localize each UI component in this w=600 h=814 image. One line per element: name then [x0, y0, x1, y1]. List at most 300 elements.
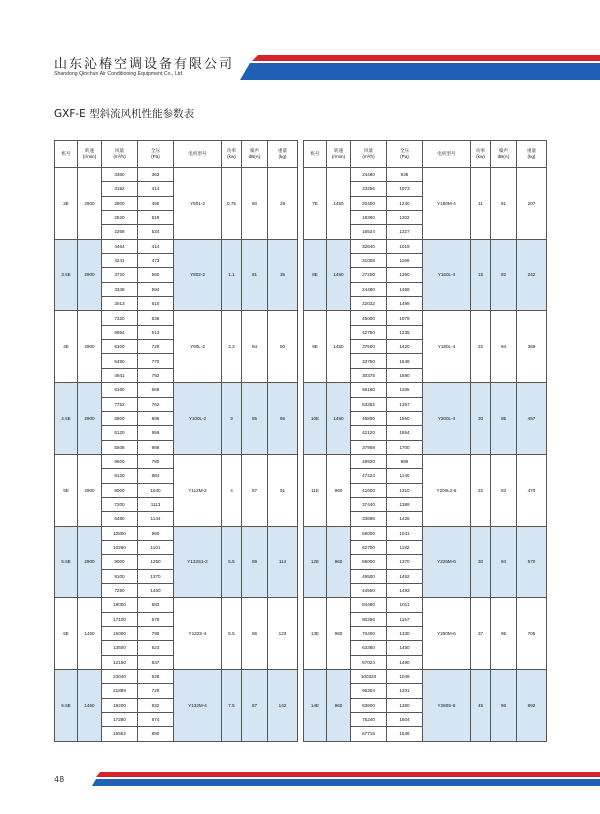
model-number-cell: 14E — [304, 670, 327, 742]
noise-cell: 87 — [242, 670, 268, 742]
motor-model-cell: Y801-2 — [174, 168, 222, 240]
air-volume-cell: 67716 — [351, 727, 387, 741]
total-pressure-cell: 1144 — [138, 512, 174, 526]
table-row — [304, 383, 547, 397]
total-pressure-cell: 363 — [138, 168, 174, 182]
air-volume-cell: 23256 — [351, 182, 387, 196]
total-pressure-cell: 679 — [138, 612, 174, 626]
model-number-cell: 7E — [304, 168, 327, 240]
model-number-cell: 4E — [55, 311, 78, 383]
total-pressure-cell: 770 — [138, 354, 174, 368]
speed-cell: 2900 — [78, 311, 102, 383]
total-pressure-cell: 519 — [138, 211, 174, 225]
total-pressure-cell: 473 — [138, 254, 174, 268]
motor-model-cell: Y280S-6 — [423, 670, 471, 742]
weight-cell: 369 — [517, 311, 547, 383]
total-pressure-cell: 628 — [138, 670, 174, 684]
motor-model-cell: Y225M-6 — [423, 526, 471, 598]
motor-model-cell: Y802-2 — [174, 239, 222, 311]
footer-red-stripe — [96, 772, 600, 777]
weight-cell: 892 — [517, 670, 547, 742]
total-pressure-cell: 1040 — [138, 483, 174, 497]
column-header-label: 全压 — [150, 148, 161, 154]
air-volume-cell: 8100 — [102, 569, 138, 583]
air-volume-cell: 5490 — [102, 354, 138, 368]
total-pressure-cell: 1370 — [387, 555, 423, 569]
total-pressure-cell: 414 — [138, 239, 174, 253]
air-volume-cell: 18360 — [351, 211, 387, 225]
air-volume-cell: 80256 — [351, 612, 387, 626]
power-cell: 22 — [471, 454, 491, 526]
table-row — [55, 168, 298, 182]
air-volume-cell: 32640 — [351, 239, 387, 253]
motor-model-cell: Y112M-2 — [174, 454, 222, 526]
air-volume-cell: 8000 — [102, 483, 138, 497]
air-volume-cell: 100320 — [351, 670, 387, 684]
weight-cell: 114 — [268, 526, 298, 598]
total-pressure-cell: 1389 — [387, 497, 423, 511]
power-cell: 45 — [471, 670, 491, 742]
weight-cell: 570 — [517, 526, 547, 598]
air-volume-cell: 9120 — [102, 469, 138, 483]
table-row — [304, 168, 547, 182]
total-pressure-cell: 1452 — [387, 569, 423, 583]
noise-cell: 96 — [491, 670, 517, 742]
air-volume-cell: 62700 — [351, 540, 387, 554]
air-volume-cell: 4464 — [102, 239, 138, 253]
air-volume-cell: 3348 — [102, 282, 138, 296]
total-pressure-cell: 960 — [138, 526, 174, 540]
noise-cell: 89 — [242, 526, 268, 598]
total-pressure-cell: 1450 — [387, 641, 423, 655]
total-pressure-cell: 1250 — [138, 555, 174, 569]
total-pressure-cell: 1380 — [387, 698, 423, 712]
total-pressure-cell: 959 — [138, 426, 174, 440]
total-pressure-cell: 1201 — [387, 684, 423, 698]
column-header-label: 噪声 — [498, 148, 509, 154]
speed-cell: 2900 — [78, 168, 102, 240]
air-volume-cell: 5508 — [102, 440, 138, 454]
air-volume-cell: 44550 — [351, 583, 387, 597]
speed-cell: 960 — [327, 526, 351, 598]
power-cell: 5.5 — [222, 598, 242, 670]
air-volume-cell: 3720 — [102, 268, 138, 282]
speed-cell: 960 — [327, 454, 351, 526]
air-volume-cell: 70400 — [351, 627, 387, 641]
air-volume-cell: 3192 — [102, 182, 138, 196]
model-number-cell: 3.5E — [55, 239, 78, 311]
air-volume-cell: 7290 — [102, 583, 138, 597]
column-header — [138, 141, 174, 168]
company-name-en: Shandong Qinchun Air Conditioning Equipment Co., Ltd — [54, 71, 183, 77]
air-volume-cell: 22032 — [351, 297, 387, 311]
air-volume-cell: 4241 — [102, 254, 138, 268]
total-pressure-cell: 1357 — [387, 397, 423, 411]
total-pressure-cell: 1327 — [387, 225, 423, 239]
column-header-unit: (m³/h) — [362, 154, 375, 159]
header-red-stripe — [252, 55, 600, 61]
noise-cell: 81 — [242, 239, 268, 311]
air-volume-cell: 6954 — [102, 325, 138, 339]
header-blue-stripe — [240, 63, 600, 80]
air-volume-cell: 42120 — [351, 426, 387, 440]
speed-cell: 960 — [327, 670, 351, 742]
air-volume-cell: 12150 — [102, 655, 138, 669]
column-header — [268, 141, 298, 168]
total-pressure-cell: 414 — [138, 182, 174, 196]
total-pressure-cell: 1493 — [387, 583, 423, 597]
total-pressure-cell: 1140 — [387, 469, 423, 483]
power-cell: 15 — [471, 239, 491, 311]
table-row — [55, 670, 298, 684]
air-volume-cell: 10260 — [102, 540, 138, 554]
air-volume-cell: 37908 — [351, 440, 387, 454]
noise-cell: 80 — [242, 168, 268, 240]
table-row — [55, 526, 298, 540]
total-pressure-cell: 1499 — [387, 297, 423, 311]
table-row — [304, 311, 547, 325]
speed-cell: 2900 — [78, 526, 102, 598]
power-cell: 30 — [471, 526, 491, 598]
air-volume-cell: 15000 — [102, 627, 138, 641]
column-header-unit: (Pa) — [400, 154, 409, 159]
table-row — [55, 598, 298, 612]
table-row — [304, 598, 547, 612]
weight-cell: 91 — [268, 454, 298, 526]
air-volume-cell: 13500 — [102, 641, 138, 655]
column-header — [471, 141, 491, 168]
total-pressure-cell: 610 — [138, 297, 174, 311]
air-volume-cell: 6800 — [102, 411, 138, 425]
total-pressure-cell: 594 — [138, 282, 174, 296]
total-pressure-cell: 560 — [138, 268, 174, 282]
column-header-label: 功率 — [475, 148, 486, 154]
power-cell: 22 — [471, 311, 491, 383]
total-pressure-cell: 1011 — [387, 598, 423, 612]
column-header — [174, 141, 222, 168]
air-volume-cell: 17100 — [102, 612, 138, 626]
total-pressure-cell: 1079 — [387, 311, 423, 325]
motor-model-cell: Y132M-4 — [174, 670, 222, 742]
column-header-label: 噪声 — [249, 148, 260, 154]
column-header-label: 电机型号 — [188, 151, 207, 157]
speed-cell: 1450 — [327, 311, 351, 383]
total-pressure-cell: 790 — [138, 627, 174, 641]
model-number-cell: 11E — [304, 454, 327, 526]
air-volume-cell: 53352 — [351, 397, 387, 411]
column-header-unit: (Pa) — [151, 154, 160, 159]
air-volume-cell: 10800 — [102, 526, 138, 540]
total-pressure-cell: 1428 — [387, 512, 423, 526]
air-volume-cell: 3013 — [102, 297, 138, 311]
total-pressure-cell: 720 — [138, 340, 174, 354]
air-volume-cell: 27200 — [351, 268, 387, 282]
speed-cell: 1450 — [78, 598, 102, 670]
power-cell: 0.75 — [222, 168, 242, 240]
total-pressure-cell: 837 — [138, 655, 174, 669]
noise-cell: 92 — [491, 239, 517, 311]
air-volume-cell: 37500 — [351, 340, 387, 354]
air-volume-cell: 8160 — [102, 383, 138, 397]
motor-model-cell: Y100L-2 — [174, 383, 222, 455]
air-volume-cell: 3360 — [102, 168, 138, 182]
weight-cell: 705 — [517, 598, 547, 670]
total-pressure-cell: 1310 — [387, 483, 423, 497]
air-volume-cell: 57024 — [351, 655, 387, 669]
air-volume-cell: 24480 — [351, 282, 387, 296]
column-header — [102, 141, 138, 168]
air-volume-cell: 30375 — [351, 368, 387, 382]
power-cell: 37 — [471, 598, 491, 670]
noise-cell: 86 — [242, 598, 268, 670]
column-header-unit: (r/min) — [331, 154, 346, 159]
air-volume-cell: 84480 — [351, 598, 387, 612]
air-volume-cell: 6100 — [102, 340, 138, 354]
power-cell: 30 — [471, 383, 491, 455]
power-cell: 5.5 — [222, 526, 242, 598]
speed-cell: 2900 — [78, 239, 102, 311]
total-pressure-cell: 1654 — [387, 426, 423, 440]
noise-cell: 91 — [491, 168, 517, 240]
column-header — [327, 141, 351, 168]
total-pressure-cell: 762 — [138, 397, 174, 411]
column-header-label: 机号 — [61, 151, 71, 157]
weight-cell: 457 — [517, 383, 547, 455]
air-volume-cell: 7752 — [102, 397, 138, 411]
motor-model-cell: Y132S1-2 — [174, 526, 222, 598]
column-header — [55, 141, 78, 168]
column-header-unit: (kg) — [527, 154, 536, 159]
total-pressure-cell: 1302 — [387, 211, 423, 225]
total-pressure-cell: 1157 — [387, 612, 423, 626]
total-pressure-cell: 1101 — [138, 540, 174, 554]
total-pressure-cell: 1560 — [387, 411, 423, 425]
power-cell: 11 — [471, 168, 491, 240]
air-volume-cell: 2268 — [102, 225, 138, 239]
air-volume-cell: 55000 — [351, 555, 387, 569]
air-volume-cell: 37440 — [351, 497, 387, 511]
column-header-unit: (r/min) — [82, 154, 97, 159]
total-pressure-cell: 1458 — [387, 282, 423, 296]
power-cell: 3 — [222, 383, 242, 455]
column-header-unit: (kw) — [476, 154, 485, 159]
model-number-cell: 5E — [55, 454, 78, 526]
noise-cell: 85 — [242, 383, 268, 455]
model-number-cell: 13E — [304, 598, 327, 670]
total-pressure-cell: 668 — [138, 383, 174, 397]
model-number-cell: 10E — [304, 383, 327, 455]
total-pressure-cell: 583 — [138, 598, 174, 612]
air-volume-cell: 2520 — [102, 211, 138, 225]
motor-model-cell: Y200L2-6 — [423, 454, 471, 526]
speed-cell: 1450 — [327, 383, 351, 455]
air-volume-cell: 41600 — [351, 483, 387, 497]
air-volume-cell: 6480 — [102, 512, 138, 526]
table-row — [55, 454, 298, 468]
air-volume-cell: 20400 — [351, 196, 387, 210]
air-volume-cell: 9000 — [102, 555, 138, 569]
table-header-row — [304, 141, 547, 168]
power-cell: 2.2 — [222, 311, 242, 383]
speed-cell: 2900 — [78, 454, 102, 526]
total-pressure-cell: 792 — [138, 368, 174, 382]
column-header — [423, 141, 471, 168]
table-row — [304, 670, 547, 684]
air-volume-cell: 49500 — [351, 569, 387, 583]
column-header-label: 转速 — [84, 148, 95, 154]
total-pressure-cell: 1548 — [387, 354, 423, 368]
total-pressure-cell: 780 — [138, 454, 174, 468]
air-volume-cell: 24480 — [351, 168, 387, 182]
air-volume-cell: 9600 — [102, 454, 138, 468]
air-volume-cell: 18000 — [102, 598, 138, 612]
air-volume-cell: 66000 — [351, 526, 387, 540]
total-pressure-cell: 1041 — [387, 526, 423, 540]
column-header-unit: dB(A) — [497, 154, 510, 159]
speed-cell: 960 — [327, 598, 351, 670]
air-volume-cell: 83600 — [351, 698, 387, 712]
column-header-label: 风量 — [363, 148, 374, 154]
total-pressure-cell: 1169 — [387, 254, 423, 268]
column-header — [78, 141, 102, 168]
total-pressure-cell: 936 — [387, 168, 423, 182]
air-volume-cell: 45000 — [351, 311, 387, 325]
total-pressure-cell: 720 — [138, 684, 174, 698]
speed-cell: 2900 — [78, 383, 102, 455]
total-pressure-cell: 534 — [138, 225, 174, 239]
table-row — [304, 526, 547, 540]
total-pressure-cell: 1490 — [387, 655, 423, 669]
motor-model-cell: Y200L-4 — [423, 383, 471, 455]
air-volume-cell: 33696 — [351, 512, 387, 526]
total-pressure-cell: 1590 — [387, 368, 423, 382]
air-volume-cell: 95304 — [351, 684, 387, 698]
left-performance-table — [54, 140, 298, 742]
column-header — [517, 141, 547, 168]
column-header-unit: (m³/h) — [113, 154, 126, 159]
total-pressure-cell: 1700 — [387, 440, 423, 454]
total-pressure-cell: 890 — [138, 727, 174, 741]
speed-cell: 1450 — [327, 168, 351, 240]
total-pressure-cell: 1192 — [387, 540, 423, 554]
total-pressure-cell: 1185 — [387, 383, 423, 397]
noise-cell: 95 — [491, 383, 517, 455]
noise-cell: 93 — [491, 454, 517, 526]
air-volume-cell: 56160 — [351, 383, 387, 397]
weight-cell: 242 — [517, 239, 547, 311]
power-cell: 1.1 — [222, 239, 242, 311]
motor-model-cell: Y160L-4 — [423, 239, 471, 311]
noise-cell: 94 — [491, 311, 517, 383]
table-row — [55, 239, 298, 253]
total-pressure-cell: 1370 — [138, 569, 174, 583]
column-header-label: 机号 — [310, 151, 320, 157]
weight-cell: 123 — [268, 598, 298, 670]
total-pressure-cell: 896 — [138, 411, 174, 425]
power-cell: 7.5 — [222, 670, 242, 742]
total-pressure-cell: 1420 — [387, 340, 423, 354]
column-header-unit: (kw) — [227, 154, 236, 159]
model-number-cell: 6E — [55, 598, 78, 670]
weight-cell: 142 — [268, 670, 298, 742]
footer-blue-stripe — [92, 779, 600, 786]
model-number-cell: 4.5E — [55, 383, 78, 455]
column-header-label: 风量 — [114, 148, 125, 154]
air-volume-cell: 7320 — [102, 311, 138, 325]
company-name-cn: 山东沁椿空调设备有限公司 — [54, 57, 235, 72]
table-row — [55, 383, 298, 397]
motor-model-cell: Y160M-4 — [423, 168, 471, 240]
page-title: GXF-E 型斜流风机性能参数表 — [54, 108, 195, 120]
total-pressure-cell: 1240 — [387, 196, 423, 210]
total-pressure-cell: 1113 — [138, 497, 174, 511]
column-header — [351, 141, 387, 168]
motor-model-cell: Y132S-4 — [174, 598, 222, 670]
total-pressure-cell: 1049 — [387, 670, 423, 684]
total-pressure-cell: 1350 — [387, 268, 423, 282]
total-pressure-cell: 536 — [138, 311, 174, 325]
total-pressure-cell: 996 — [387, 454, 423, 468]
column-header-label: 电机型号 — [437, 151, 456, 157]
column-header-unit: (kg) — [278, 154, 287, 159]
motor-model-cell: Y90L-2 — [174, 311, 222, 383]
column-header-unit: dB(A) — [248, 154, 261, 159]
air-volume-cell: 21888 — [102, 684, 138, 698]
noise-cell: 84 — [242, 311, 268, 383]
air-volume-cell: 4941 — [102, 368, 138, 382]
column-header-label: 重量 — [277, 148, 288, 154]
page-number: 48 — [54, 775, 65, 784]
weight-cell: 35 — [268, 239, 298, 311]
air-volume-cell: 17280 — [102, 713, 138, 727]
air-volume-cell: 16524 — [351, 225, 387, 239]
column-header-label: 重量 — [526, 148, 537, 154]
column-header — [387, 141, 423, 168]
column-header — [222, 141, 242, 168]
total-pressure-cell: 1504 — [387, 713, 423, 727]
table-row — [304, 239, 547, 253]
noise-cell: 87 — [242, 454, 268, 526]
model-number-cell: 12E — [304, 526, 327, 598]
weight-cell: 66 — [268, 383, 298, 455]
total-pressure-cell: 613 — [138, 325, 174, 339]
weight-cell: 470 — [517, 454, 547, 526]
air-volume-cell: 46800 — [351, 411, 387, 425]
power-cell: 4 — [222, 454, 242, 526]
air-volume-cell: 75240 — [351, 713, 387, 727]
total-pressure-cell: 1073 — [387, 182, 423, 196]
noise-cell: 95 — [491, 598, 517, 670]
model-number-cell: 5.5E — [55, 526, 78, 598]
motor-model-cell: Y180L-4 — [423, 311, 471, 383]
model-number-cell: 3E — [55, 168, 78, 240]
table-row — [55, 311, 298, 325]
total-pressure-cell: 1450 — [138, 583, 174, 597]
air-volume-cell: 19200 — [102, 698, 138, 712]
total-pressure-cell: 1546 — [387, 727, 423, 741]
total-pressure-cell: 1019 — [387, 239, 423, 253]
total-pressure-cell: 884 — [138, 469, 174, 483]
column-header-label: 转速 — [333, 148, 344, 154]
noise-cell: 94 — [491, 526, 517, 598]
table-row — [304, 454, 547, 468]
total-pressure-cell: 1235 — [387, 325, 423, 339]
column-header — [491, 141, 517, 168]
column-header-label: 全压 — [399, 148, 410, 154]
air-volume-cell: 7200 — [102, 497, 138, 511]
air-volume-cell: 33750 — [351, 354, 387, 368]
air-volume-cell: 47424 — [351, 469, 387, 483]
